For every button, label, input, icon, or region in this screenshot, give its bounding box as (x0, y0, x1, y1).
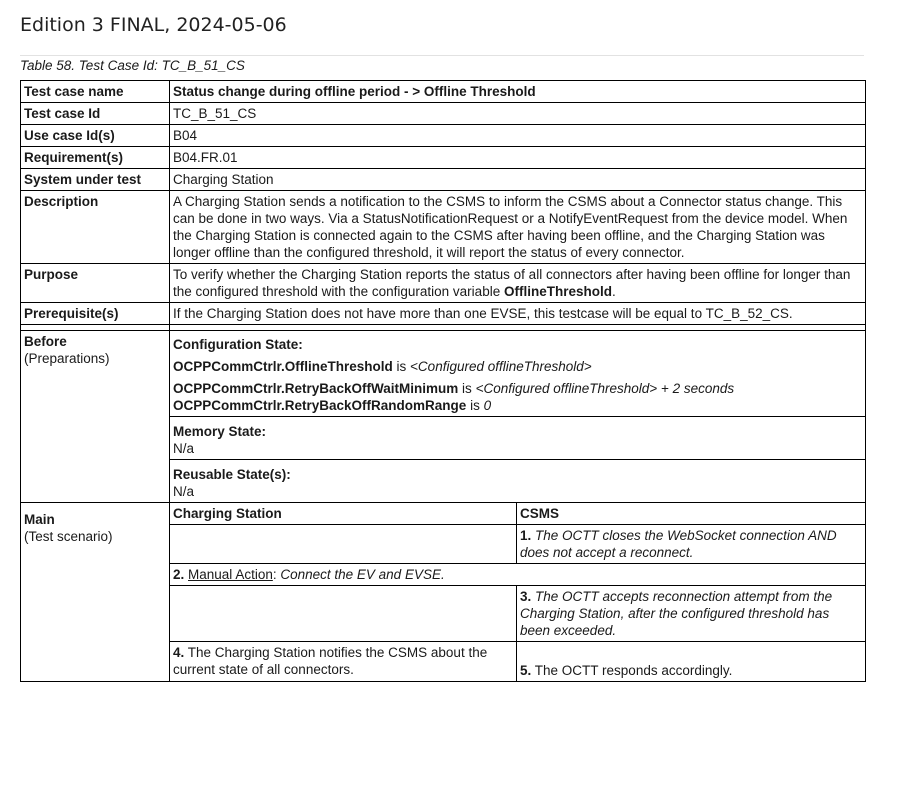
edition-header: Edition 3 FINAL, 2024-05-06 (20, 14, 287, 36)
label-use-case-ids: Use case Id(s) (21, 125, 170, 147)
step-3-text: The OCTT accepts reconnection attempt from the Charging Station, after the configured threshold has been exceeded. (520, 589, 833, 638)
step-5-number: 5. (520, 663, 532, 678)
reusable-state-cell (170, 460, 866, 503)
before-subtitle: (Preparations) (24, 351, 110, 366)
reusable-state-value: N/a (173, 484, 195, 499)
step-2-number: 2. (173, 567, 185, 582)
config-line-2 (173, 380, 862, 397)
memory-state-title: Memory State: (173, 424, 267, 439)
config-key-2: OCPPCommCtrlr.RetryBackOffWaitMinimum (173, 381, 459, 396)
label-purpose: Purpose (21, 264, 170, 303)
purpose-variable: OfflineThreshold (503, 284, 612, 299)
row-use-case-ids (21, 125, 866, 147)
value-system-under-test: Charging Station (170, 169, 866, 191)
value-prerequisites: If the Charging Station does not have more than one EVSE, this testcase will be equal to TC_B_52_CS. (170, 303, 866, 325)
step-5-text: The OCTT responds accordingly. (534, 663, 733, 678)
manual-action-link[interactable]: Manual Action (188, 567, 273, 582)
step-2-text: Connect the EV and EVSE. (280, 567, 445, 582)
row-system-under-test (21, 169, 866, 191)
row-description (21, 191, 866, 264)
step-3-number: 3. (520, 589, 532, 604)
config-state-title: Configuration State: (173, 337, 303, 352)
reusable-state-title: Reusable State(s): (173, 467, 291, 482)
config-value-3: 0 (483, 398, 492, 413)
row-before-config (21, 331, 866, 417)
step-4-cell (170, 642, 517, 682)
step-2-separator: : (272, 567, 281, 582)
step-1-number: 1. (520, 528, 532, 543)
label-system-under-test: System under test (21, 169, 170, 191)
step-1-cs-cell (170, 525, 517, 564)
label-prerequisites: Prerequisite(s) (21, 303, 170, 325)
label-before (21, 331, 170, 503)
label-test-case-name: Test case name (21, 81, 170, 103)
step-4-csms-cell (517, 642, 866, 661)
memory-state-cell (170, 417, 866, 460)
config-is-2: is (458, 381, 476, 396)
table-caption: Table 58. Test Case Id: TC_B_51_CS (20, 58, 245, 73)
config-key-1: OCPPCommCtrlr.OfflineThreshold (173, 359, 393, 374)
config-value-2: <Configured offlineThreshold> + 2 seconds (475, 381, 735, 396)
row-test-case-id (21, 103, 866, 125)
value-description: A Charging Station sends a notification to the CSMS to inform the CSMS about a Connector status change. This can be done in two ways. Via a StatusNotificationRequest or a NotifyEventRequest from the device model. When the Charging Station is connected again to the CSMS after having been offline, and the Charging Station was longer offline than the configured threshold, it will report the status of every connector. (170, 191, 866, 264)
step-4-number: 4. (173, 645, 185, 660)
column-header-charging-station: Charging Station (170, 503, 517, 525)
before-title: Before (24, 334, 67, 349)
memory-state-value: N/a (173, 441, 195, 456)
purpose-text: To verify whether the Charging Station reports the status of all connectors after having been offline for longer than the configured threshold with the configuration variable (173, 267, 851, 299)
step-2-cell (170, 564, 866, 586)
label-main (21, 503, 170, 682)
main-title: Main (24, 512, 55, 527)
row-main-header (21, 503, 866, 525)
config-key-3: OCPPCommCtrlr.RetryBackOffRandomRange (173, 398, 467, 413)
main-subtitle: (Test scenario) (24, 529, 113, 544)
label-requirements: Requirement(s) (21, 147, 170, 169)
config-line-3 (173, 397, 862, 414)
step-3-cs-cell (170, 586, 517, 642)
config-is-1: is (392, 359, 411, 374)
value-use-case-ids: B04 (170, 125, 866, 147)
column-header-csms: CSMS (517, 503, 866, 525)
step-3-cell (517, 586, 866, 642)
row-test-case-name (21, 81, 866, 103)
config-line-1 (173, 358, 862, 375)
row-purpose (21, 264, 866, 303)
row-requirements (21, 147, 866, 169)
header-divider (20, 55, 864, 56)
value-purpose (170, 264, 866, 303)
purpose-end: . (611, 284, 616, 299)
test-case-table (20, 80, 866, 682)
label-test-case-id: Test case Id (21, 103, 170, 125)
step-4-text: The Charging Station notifies the CSMS about the current state of all connectors. (173, 645, 488, 677)
config-is-3: is (466, 398, 484, 413)
step-1-cell (517, 525, 866, 564)
step-5-cell (517, 660, 866, 682)
step-1-text: The OCTT closes the WebSocket connection AND does not accept a reconnect. (520, 528, 837, 560)
config-state-cell (170, 331, 866, 417)
value-test-case-id: TC_B_51_CS (170, 103, 866, 125)
value-requirements: B04.FR.01 (170, 147, 866, 169)
label-description: Description (21, 191, 170, 264)
row-prerequisites (21, 303, 866, 325)
config-value-1: <Configured offlineThreshold> (410, 359, 592, 374)
value-test-case-name: Status change during offline period - > Offline Threshold (170, 81, 866, 103)
